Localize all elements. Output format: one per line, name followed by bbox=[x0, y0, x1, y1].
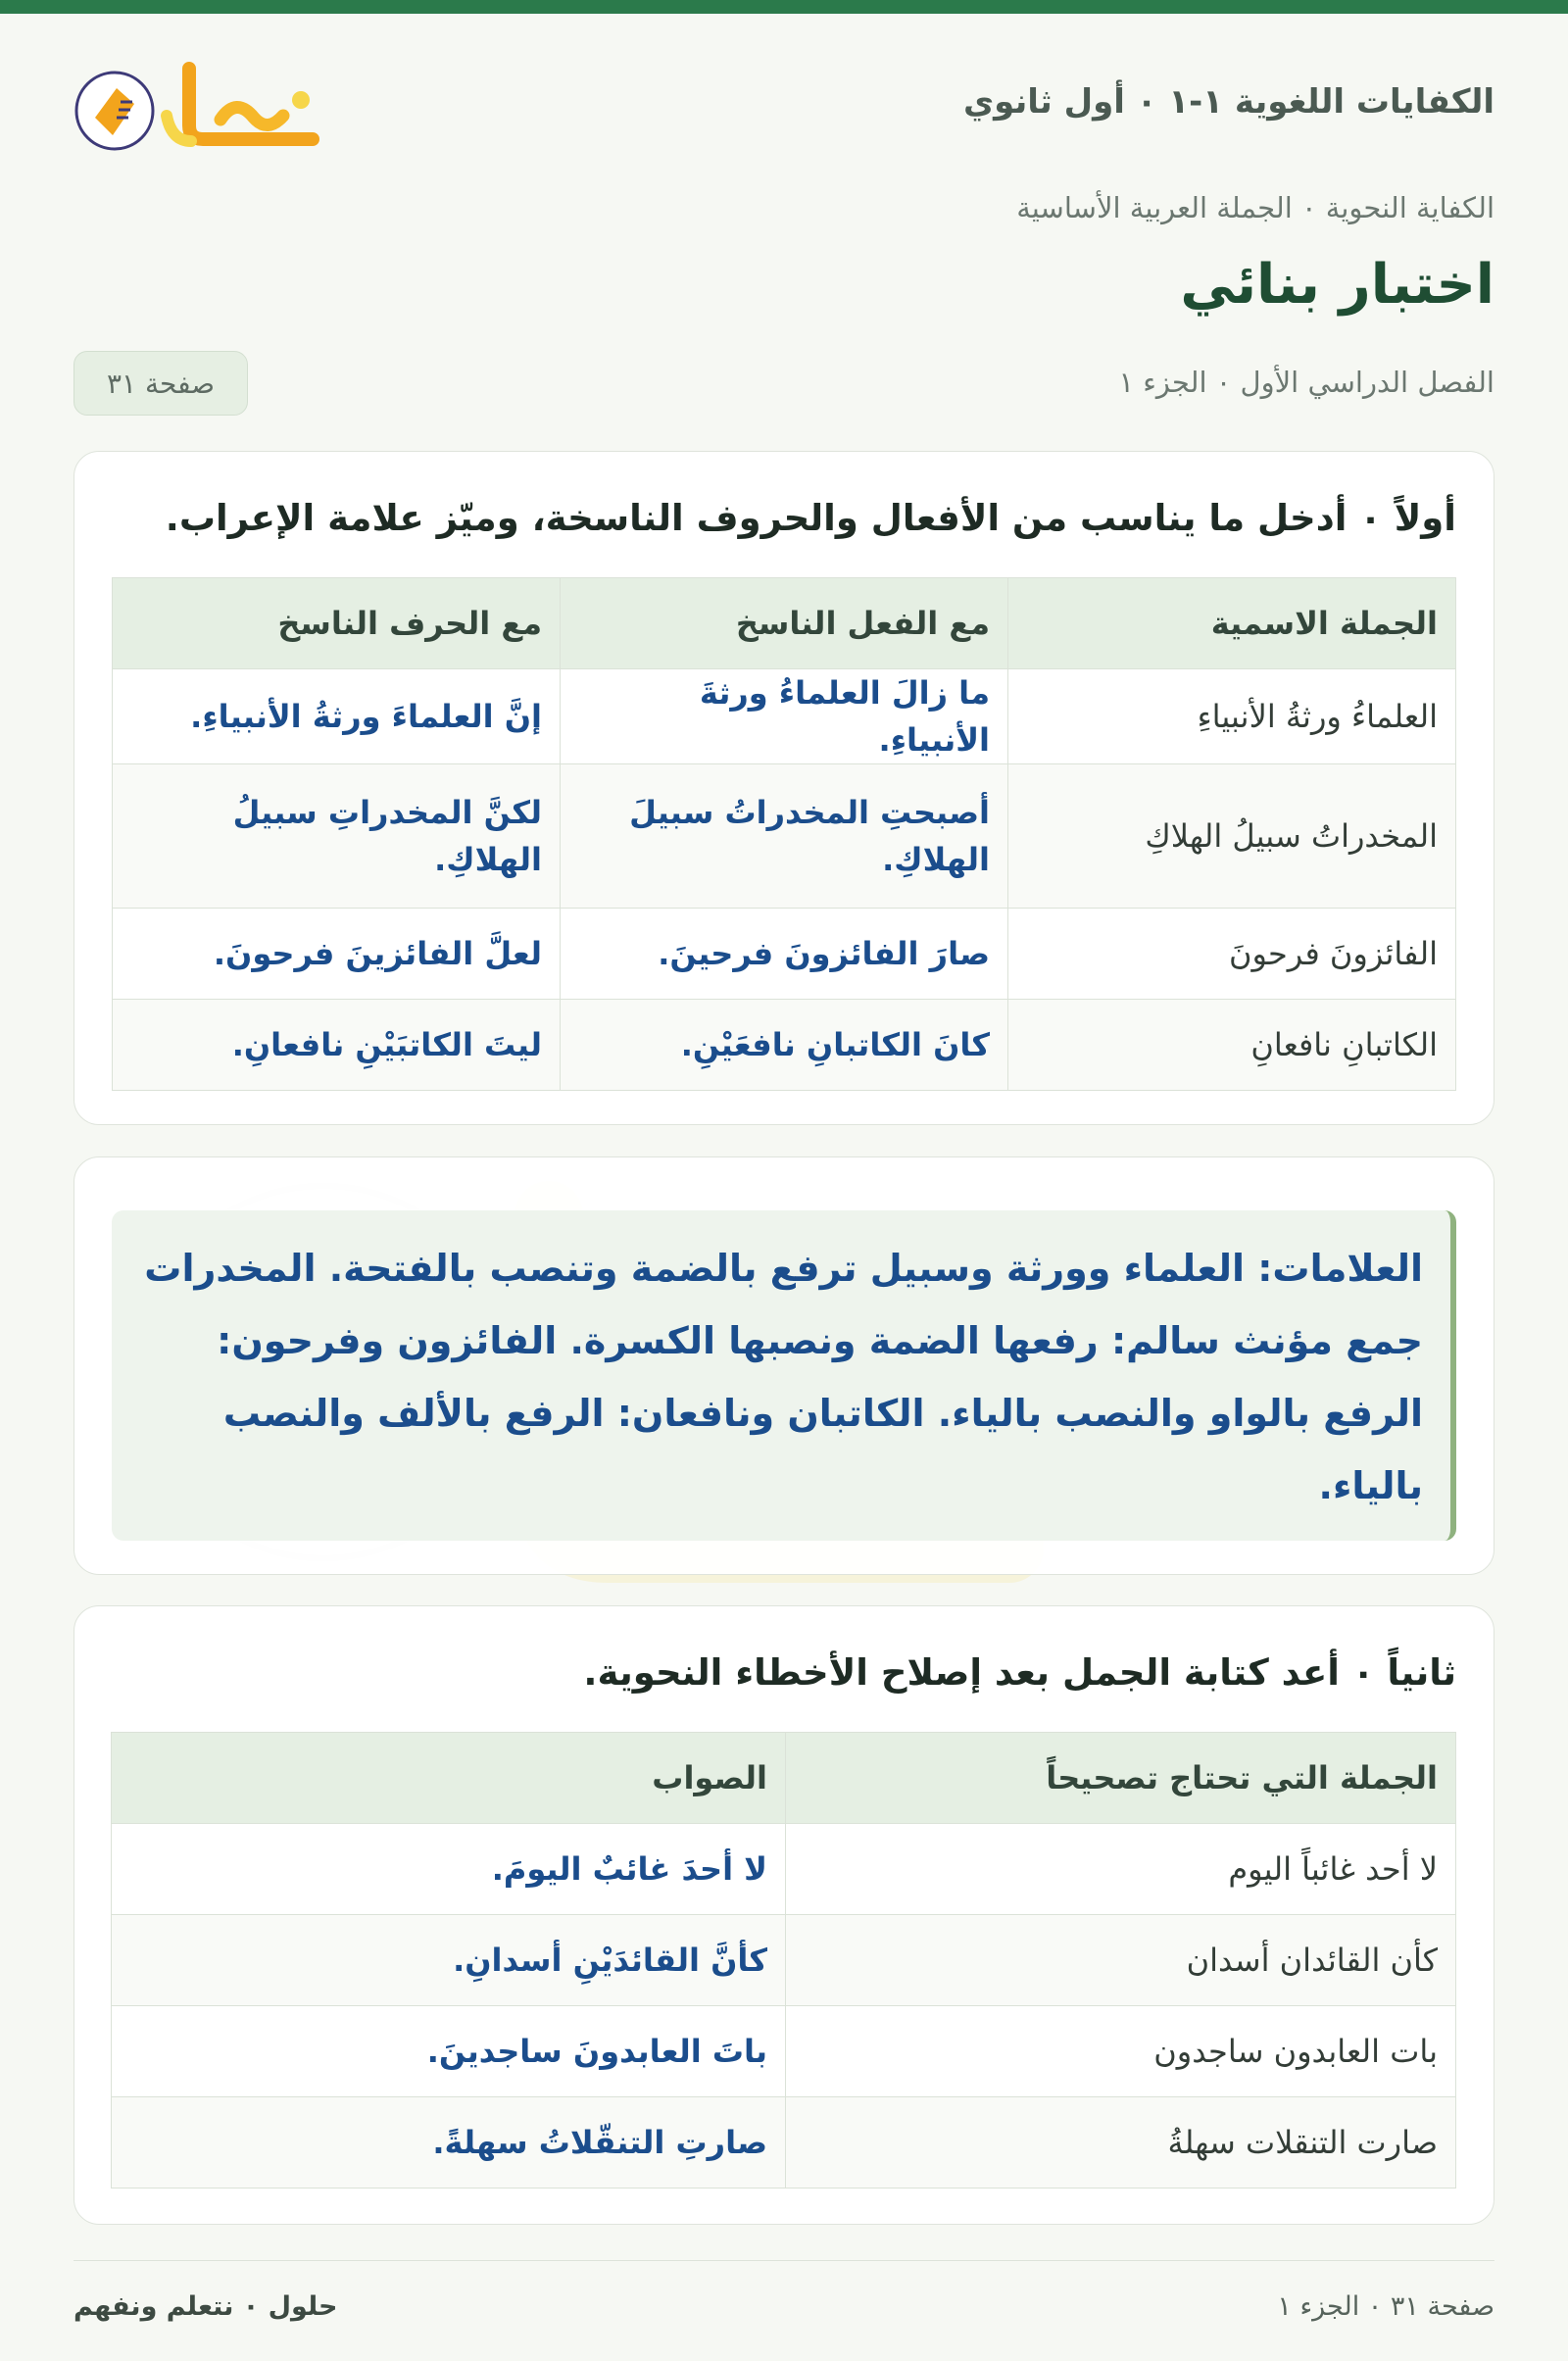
footer-page-info: صفحة ٣١ ٠ الجزء ١ bbox=[1277, 2291, 1494, 2322]
particle-answer-cell: لعلَّ الفائزينَ فرحونَ. bbox=[113, 909, 561, 1000]
corrected-sentence-cell: لا أحدَ غائبٌ اليومَ. bbox=[112, 1824, 786, 1915]
column-header: الصواب bbox=[112, 1733, 786, 1824]
nominal-sentence-cell: الفائزونَ فرحونَ bbox=[1008, 909, 1456, 1000]
column-header: مع الحرف الناسخ bbox=[113, 578, 561, 669]
particle-answer-cell: ليتَ الكاتبَيْنِ نافعانِ. bbox=[113, 1000, 561, 1091]
top-accent-bar bbox=[0, 0, 1568, 14]
corrected-sentence-cell: باتَ العابدونَ ساجدينَ. bbox=[112, 2006, 786, 2097]
table-row bbox=[113, 764, 1456, 909]
marks-note-card bbox=[74, 1156, 1494, 1575]
table-row bbox=[112, 2097, 1456, 2189]
marks-note-text: العلامات: العلماء وورثة وسبيل ترفع بالضمة وتنصب بالفتحة. المخدرات جمع مؤنث سالم: رفعها الضمة ونصبها الكسرة. الفائزون وفرحون: الرفع بالواو والنصب بالياء. الكاتبان ونافعان: الرفع بالألف والنصب بالياء. bbox=[112, 1210, 1456, 1541]
corrected-sentence-cell: كأنَّ القائدَيْنِ أسدانِ. bbox=[112, 1915, 786, 2006]
incorrect-sentence-cell: صارت التنقلات سهلةُ bbox=[786, 2097, 1456, 2189]
verb-answer-cell: أصبحتِ المخدراتُ سبيلَ الهلاكِ. bbox=[561, 764, 1008, 909]
section-1-card bbox=[74, 451, 1494, 1125]
verb-answer-cell: صارَ الفائزونَ فرحينَ. bbox=[561, 909, 1008, 1000]
section-1-title: أولاً ٠ أدخل ما يناسب من الأفعال والحروف الناسخة، وميّز علامة الإعراب. bbox=[165, 497, 1456, 539]
table-row bbox=[112, 1824, 1456, 1915]
verb-answer-cell: ما زالَ العلماءُ ورثةَ الأنبياءِ. bbox=[561, 669, 1008, 764]
table-row bbox=[113, 1000, 1456, 1091]
particle-answer-cell: إنَّ العلماءَ ورثةُ الأنبياءِ. bbox=[113, 669, 561, 764]
page-header bbox=[74, 57, 1494, 165]
table-header-row bbox=[113, 578, 1456, 669]
course-title: الكفايات اللغوية ١-١ ٠ أول ثانوي bbox=[962, 82, 1494, 122]
page-title: اختبار بنائي bbox=[1180, 253, 1494, 317]
incorrect-sentence-cell: بات العابدون ساجدون bbox=[786, 2006, 1456, 2097]
verb-answer-cell: كانَ الكاتبانِ نافعَيْنِ. bbox=[561, 1000, 1008, 1091]
nominal-sentence-cell: المخدراتُ سبيلُ الهلاكِ bbox=[1008, 764, 1456, 909]
corrected-sentence-cell: صارتِ التنقّلاتُ سهلةً. bbox=[112, 2097, 786, 2189]
particle-answer-cell: لكنَّ المخدراتِ سبيلُ الهلاكِ. bbox=[113, 764, 561, 909]
nominal-sentence-cell: العلماءُ ورثةُ الأنبياءِ bbox=[1008, 669, 1456, 764]
column-header: مع الفعل الناسخ bbox=[561, 578, 1008, 669]
column-header: الجملة التي تحتاج تصحيحاً bbox=[786, 1733, 1456, 1824]
incorrect-sentence-cell: لا أحد غائباً اليوم bbox=[786, 1824, 1456, 1915]
incorrect-sentence-cell: كأن القائدان أسدان bbox=[786, 1915, 1456, 2006]
section-2-card bbox=[74, 1605, 1494, 2225]
hulul-logo bbox=[74, 57, 328, 165]
column-header: الجملة الاسمية bbox=[1008, 578, 1456, 669]
nominal-sentence-cell: الكاتبانِ نافعانِ bbox=[1008, 1000, 1456, 1091]
table-row bbox=[112, 2006, 1456, 2097]
section-2-title: ثانياً ٠ أعد كتابة الجمل بعد إصلاح الأخطاء النحوية. bbox=[583, 1651, 1456, 1694]
section-2-table bbox=[111, 1732, 1456, 2189]
table-row bbox=[113, 909, 1456, 1000]
section-1-table bbox=[112, 577, 1456, 1091]
semester-meta: الفصل الدراسي الأول ٠ الجزء ١ bbox=[1118, 366, 1494, 399]
page-number-badge: صفحة ٣١ bbox=[74, 351, 248, 416]
footer-brand: حلول ٠ نتعلم ونفهم bbox=[74, 2291, 338, 2322]
table-row bbox=[112, 1915, 1456, 2006]
table-header-row bbox=[112, 1733, 1456, 1824]
breadcrumb: الكفاية النحوية ٠ الجملة العربية الأساسية bbox=[1016, 191, 1494, 224]
footer-divider bbox=[74, 2260, 1494, 2261]
table-row bbox=[113, 669, 1456, 764]
